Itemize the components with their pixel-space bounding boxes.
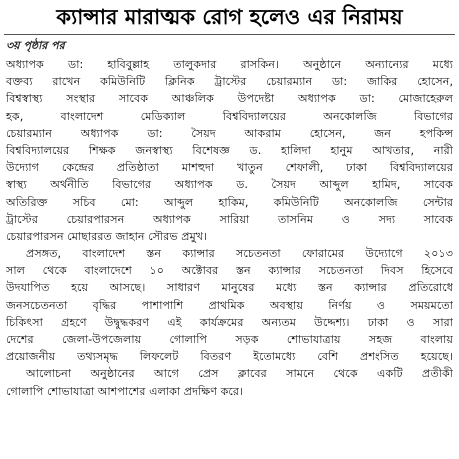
body-line-12: প্রসঙ্গত, বাংলাদেশ স্তন ক্যান্সার সচেতনতা ফোরামের উদ্যোগে ২০১৩ — [26, 247, 453, 261]
body-line-20: গোলাপি শোভাযাত্রা আশপাশের এলাকা প্রদক্ষিণ করে। — [6, 384, 244, 398]
body-line-19: আলোচনা অনুষ্ঠানের আগে প্রেস ক্লাবের সামনে থেকে একটি প্রতীকী — [26, 367, 453, 381]
body-line-11: চেয়ারপারসন মোছাররত জাহান সৌরভ প্রমুখ। — [6, 229, 208, 243]
body-line-16: চিকিৎসা গ্রহণে উদ্বুদ্ধকরণ এই কার্যক্রমের অন্যতম উদ্দেশ্য। ঢাকা ও সারা — [6, 315, 453, 329]
body-line-4: হক, বাংলাদেশ মেডিক্যাল বিশ্ববিদ্যালয়ের অনকোলজি বিভাগের — [6, 109, 453, 123]
body-line-8: স্বাস্থ্য অর্থনীতি বিভাগের অধ্যাপক ড. সৈয়দ আব্দুল হামিদ, সাবেক — [6, 178, 453, 192]
body-line-18: প্রয়োজনীয় তথ্যসমৃদ্ধ লিফলেট বিতরণ ইতোমধ্যে বেশি প্রশংসিত হয়েছে। — [6, 350, 453, 364]
body-line-7: উদ্যোগ কেন্দ্রের প্রতিষ্ঠাতা মাশহুদা খাতুন শেফালী, ঢাকা বিশ্ববিদ্যালয়ের — [6, 161, 453, 175]
body-line-1: অধ্যাপক ডা: হাবিবুল্লাহ তালুকদার রাসকিন। অনুষ্ঠানে অন্যান্যের মধ্যে — [6, 58, 453, 71]
body-line-2: বক্তব্য রাখেন কমিউনিটি ক্লিনিক ট্রাস্টের চেয়ারম্যান ডা: জাকির হোসেন, — [6, 75, 453, 89]
body-line-15: জনসচেতনতা বৃদ্ধির পাশাপাশি প্রাথমিক অবস্থায় নির্ণয় ও সময়মতো — [6, 298, 453, 312]
headline-divider — [4, 34, 455, 35]
continued-from-label: ৩য় পৃষ্ঠার পর — [6, 39, 65, 52]
article-headline: ক্যান্সার মারাত্মক রোগ হলেও এর নিরাময় — [56, 5, 403, 29]
body-line-13: সাল থেকে বাংলাদেশে ১০ অক্টোবর স্তন ক্যান্সার সচেতনতা দিবস হিসেবে — [6, 264, 453, 278]
article-body — [6, 56, 453, 400]
body-line-14: উদযাপিত হয়ে আসছে। সাধারণ মানুষের মধ্যে স্তন ক্যান্সার প্রতিরোধে — [6, 281, 453, 295]
body-line-6: বিশ্ববিদ্যালয়ের শিক্ষক জনস্বাস্থ্য বিশেষজ্ঞ ড. হালিদা হানুম আখতার, নারী — [6, 143, 453, 157]
body-line-9: অতিরিক্ত সচিব মো: আব্দুল হাকিম, কমিউনিটি অনকোলজি সেন্টার — [6, 195, 453, 209]
body-line-3: বিশ্বস্বাস্থ্য সংস্থার সাবেক আঞ্চলিক উপদেষ্টা অধ্যাপক ডা: মোজাহেরুল — [6, 92, 453, 106]
body-line-17: দেশের জেলা-উপজেলায় গোলাপি সড়ক শোভাযাত্রায় সহজ বাংলায় — [6, 333, 453, 346]
body-line-5: চেয়ারম্যান অধ্যাপক ডা: সৈয়দ আকরাম হোসেন, জন হপকিন্স — [6, 126, 453, 140]
body-line-10: ট্রাস্টের চেয়ারপারসন অধ্যাপক সারিয়া তাসনিম ও সদ্য সাবেক — [6, 212, 453, 226]
